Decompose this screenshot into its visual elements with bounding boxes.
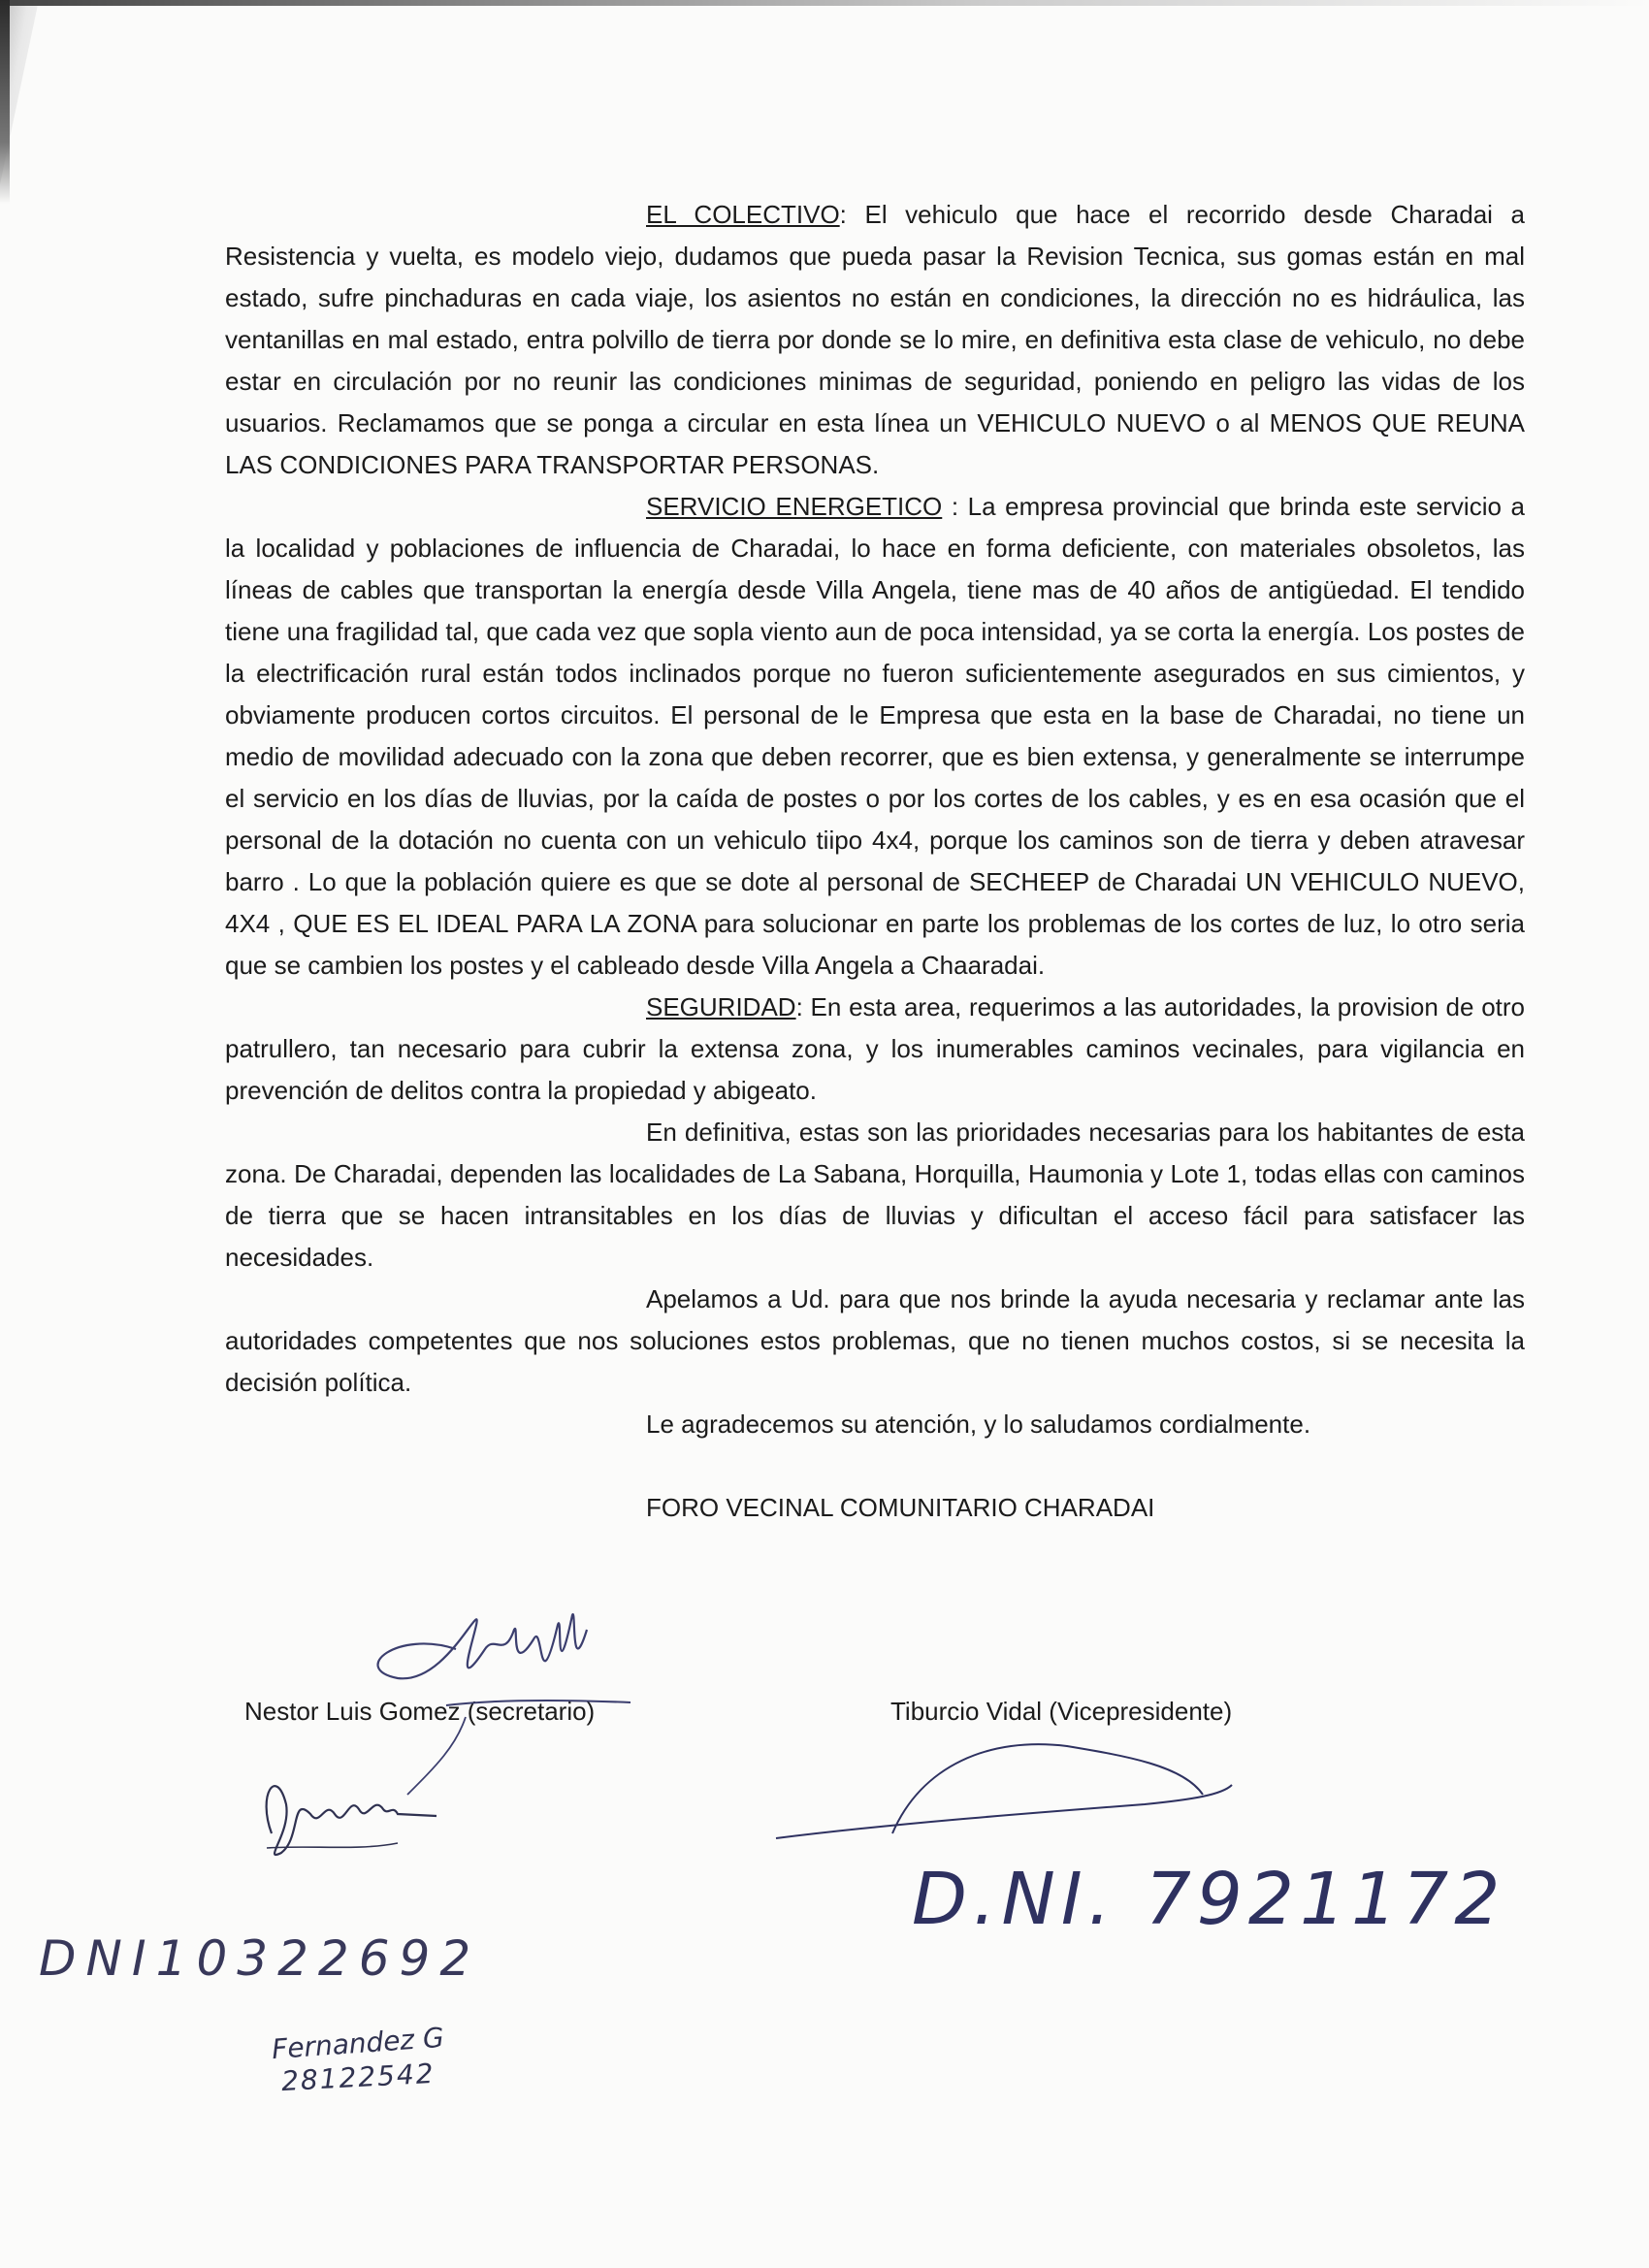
signature-vidal bbox=[776, 1727, 1242, 1872]
handwritten-name: Fernandez G bbox=[271, 2021, 445, 2066]
text-energetico: : La empresa provincial que brinda este servicio a la localidad y poblaciones de influencia de Charadai, lo hace en forma deficiente, con materiales obsoletos, las líneas de cables que transportan la energía desde Villa Angela, tiene mas de 40 años de antigüedad. El tendido tiene una fragilidad tal, que cada vez que sopla viento aun de poca intensidad, ya se corta la energía. Los postes de la electrificación rural están todos inclinados porque no fueron suficientemente asegurados en sus cimientos, y obviamente producen cortos circuitos. El personal de le Empresa que esta en la base de Charadai, no tiene un medio de movilidad adecuado con la zona que deben recorrer, que es bien extensa, y generalmente se interrumpe el servicio en los días de lluvias, por la caída de postes o por los cortes de los cables, y es en esa ocasión que el personal de la dotación no cuenta con un vehiculo tiipo 4x4, porque los caminos son de tierra y deben atravesar barro . Lo que la población quiere es que se dote al personal de SECHEEP de Charadai UN VEHICULO NUEVO, 4X4 , QUE ES EL IDEAL PARA LA ZONA para solucionar en parte los problemas de los cortes de luz, lo otro seria que se cambien los postes y el cableado desde Villa Angela a Chaaradai. bbox=[225, 492, 1525, 980]
text-colectivo: : El vehiculo que hace el recorrido desde Charadai a Resistencia y vuelta, es modelo viejo, dudamos que pueda pasar la Revision Tecnica, sus gomas están en mal estado, sufre pinchaduras en cada viaje, los asientos no están en condiciones, la dirección no es hidráulica, las ventanillas en mal estado, entra polvillo de tierra por donde se lo mire, en definitiva esta clase de vehiculo, no debe estar en circulación por no reunir las condiciones minimas de seguridad, poniendo en peligro las vidas de los usuarios. Reclamamos que se ponga a circular en esta línea un VEHICULO NUEVO o al MENOS QUE REUNA LAS CONDICIONES PARA TRANSPORTAR PERSONAS. bbox=[225, 200, 1525, 479]
paragraph-apelamos: Apelamos a Ud. para que nos brinde la ayuda necesaria y reclamar ante las autoridades competentes que nos soluciones estos problemas, que no tienen muchos costos, si se necesita la decisión política. bbox=[225, 1284, 1525, 1397]
signature-gomez bbox=[340, 1591, 650, 1746]
heading-energetico: SERVICIO ENERGETICO bbox=[646, 492, 943, 521]
handwritten-number: 28122542 bbox=[280, 2057, 436, 2098]
scan-top-edge bbox=[0, 0, 1649, 6]
paragraph-colectivo bbox=[225, 194, 1525, 486]
paragraph-prioridades: En definitiva, estas son las prioridades necesarias para los habitantes de esta zona. De Charadai, dependen las localidades de La Sabana, Horquilla, Haumonia y Lote 1, todas ellas con caminos de tierra que se hacen intransitables en los días de lluvias y dificultan el acceso fácil para satisfacer las necesidades. bbox=[225, 1118, 1525, 1272]
signature-second bbox=[252, 1756, 466, 1872]
handwritten-dni-left: DNI10322692 bbox=[39, 1930, 481, 1987]
closing-line: Le agradecemos su atención, y lo saludamos cordialmente. bbox=[646, 1409, 1311, 1439]
signer-left-label: Nestor Luis Gomez (secretario) bbox=[244, 1697, 596, 1726]
paragraph-seguridad bbox=[225, 987, 1525, 1112]
handwritten-dni-right: D.NI. 7921172 bbox=[912, 1858, 1506, 1941]
heading-seguridad: SEGURIDAD bbox=[646, 992, 796, 1021]
letter-body bbox=[225, 194, 1525, 1529]
organization-name: FORO VECINAL COMUNITARIO CHARADAI bbox=[646, 1493, 1155, 1522]
text-seguridad: : En esta area, requerimos a las autoridades, la provision de otro patrullero, tan necesario para cubrir la extensa zona, y los inumerables caminos vecinales, para vigilancia en prevención de delitos contra la propiedad y abigeato. bbox=[225, 992, 1525, 1105]
heading-colectivo: EL COLECTIVO bbox=[646, 200, 840, 229]
scan-left-edge bbox=[0, 0, 10, 204]
paragraph-energetico bbox=[225, 486, 1525, 987]
signer-right-label: Tiburcio Vidal (Vicepresidente) bbox=[890, 1697, 1233, 1726]
